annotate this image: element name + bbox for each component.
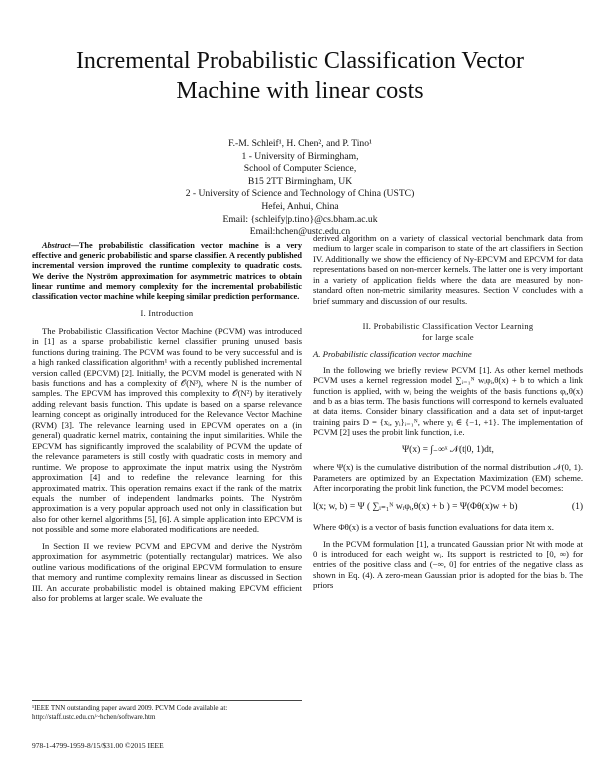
affiliation-1-dept: School of Computer Science,: [243, 163, 357, 175]
intro-paragraph-2: In Section II we review PCVM and EPCVM and derive the Nyström approximation for asymmetric (potentially rectangular) matrices. We also outline various modifications of the original EPCVM formulation to ensure that memory and runtime complexity remains linear as discussed in Section III. An accurate probabilistic model is obtained making EPCVM efficient also for problems at larger scale. We evaluate the: [32, 540, 302, 604]
abstract-label: Abstract: [42, 241, 71, 250]
author-block: [100, 138, 500, 239]
footnote: ¹IEEE TNN outstanding paper award 2009. PCVM Code available at: http://staff.ustc.edu.cn/~hchen/software.htm: [32, 700, 302, 722]
section-1-heading: I. Introduction: [140, 309, 194, 319]
equation-probit: Ψ(x) = ∫₋∞ˣ 𝒩(t|0, 1)dt,: [402, 444, 494, 455]
email-1: Email: {schleify|p.tino}@cs.bham.ac.uk: [222, 213, 378, 225]
pcvm-paragraph-2: where Ψ(x) is the cumulative distribution of the normal distribution 𝒩(0, 1). Parameters are optimized by an Expectation Maximization (EM) scheme. After incorporating the probit link function, the PCVM model becomes:: [313, 462, 583, 494]
equation-1-body: l(x; w, b) = Ψ ( ∑ᵢ₌₁ᴺ wᵢφᵢ,θ(x) + b ) = Ψ(Φθ(x)w + b): [313, 501, 518, 512]
paper-title: Incremental Probabilistic Classification Vector Machine with linear costs: [75, 48, 525, 104]
email-2: Email:hchen@ustc.edu.cn: [249, 226, 351, 238]
pcvm-paragraph-3: Where Φθ(x) is a vector of basis function evaluations for data item x.: [313, 522, 554, 533]
affiliation-2-address: Hefei, Anhui, China: [261, 200, 339, 212]
equation-1: [313, 502, 583, 512]
author-names: F.-M. Schleif¹, H. Chen², and P. Tino¹: [228, 138, 372, 149]
intro-paragraph-1: The Probabilistic Classification Vector Machine (PCVM) was introduced in [1] as a sparse probabilistic kernel classifier pruning unused basis functions during training. The PCVM was found to be very successful and is a high ranked classification algorithm¹ with a recently published incremental version called (EPCVM) [2]. Initially, the PCVM model is generated with N basis functions and has a complexity of 𝒪(N³), where N is the number of samples. The EPCVM has improved this complexity to 𝒪(N²) by iteratively adding relevant basis function. This update is based on a sparse relevance learning concept as originally introduced for the Relevance Vector Machine (RVM) [3]. The relevance learning used in EPCVM operates on a (in general) quadratic kernel matrix, containing the input similarities. While the EPCVM has significantly improved the scalability of PCVM the update of the relevance parameters is still costly with quadratic costs in memory and runtime. We propose to approximate the input matrix using the Nyström approximation [4] and to redefine the relevance learning for this approximated matrix. This operation remains exact if the rank of the matrix equals the number of independent landmarks points. The Nyström approximation is a very popular approach used not only in classification but also for other kernel algorithms [5], [6]. A simple application into EPCVM is not possible and some more elaborated modifications are needed.: [32, 325, 302, 535]
subsection-a-heading: A. Probabilistic classification vector machine: [313, 349, 472, 360]
equation-1-number: (1): [571, 501, 583, 512]
pcvm-paragraph-4: In the PCVM formulation [1], a truncated Gaussian prior Nt with mode at 0 is introduced for each weight wᵢ. Its support is restricted to [0, ∞) for entries of the positive class and (−∞, 0] for entries of the negative class as shown in Eq. (4). A zero-mean Gaussian prior is adopted for the bias b. The priors: [313, 538, 583, 591]
copyright-line: 978-1-4799-1959-8/15/$31.00 ©2015 IEEE: [32, 741, 164, 750]
abstract-text: —The probabilistic classification vector machine is a very effective and generic probabilistic and sparse classifier. A recently published incremental version improved the runtime complexity to quadratic costs. We derive the Nyström approximation for asymmetric matrices to obtain linear runtime and memory complexity for the incremental probabilistic classification vector machine while keeping similar prediction performance.: [32, 241, 302, 302]
right-column: [313, 233, 583, 591]
affiliation-1-address: B15 2TT Birmingham, UK: [247, 175, 353, 187]
section-2-heading: [313, 322, 583, 343]
section-2-heading-line-1: II. Probabilistic Classification Vector Learning: [362, 322, 534, 332]
abstract: [32, 241, 302, 302]
intro-paragraph-3: derived algorithm on a variety of classical vectorial benchmark data from medium to larger scale in comparison to state of the art classifiers in Section IV. Additionally we show the efficiency of Ny-EPCVM and EPCVM for data representations based on non-mercer kernels. The latter one is very important in a variety of application fields where the data are measured by non-standard often non-metric similarity measures. Section V concludes with a brief summary and discussion of our results.: [313, 233, 583, 306]
pcvm-paragraph-1: In the following we briefly review PCVM [1]. As other kernel methods PCVM uses a kernel regression model ∑ᵢ₌₁ᴺ wᵢφᵢ,θ(x) + b to which a link function is applied, with wᵢ being the weights of the basis functions φᵢ,θ(x) and b as a bias term. The basis functions will correspond to kernels evaluated at data items. Consider binary classification and a data set of input-target training pairs D = {xᵢ, yᵢ}ᵢ₌₁ᴺ, where yᵢ ∈ {−1, +1}. The implementation of PCVM [2] uses the probit link function, i.e.: [313, 364, 583, 438]
affiliation-1: 1 - University of Birmingham,: [241, 150, 359, 162]
affiliation-2: 2 - University of Science and Technology of China (USTC): [185, 188, 415, 200]
section-2-heading-line-2: for large scale: [422, 332, 474, 342]
left-column: [32, 241, 302, 604]
